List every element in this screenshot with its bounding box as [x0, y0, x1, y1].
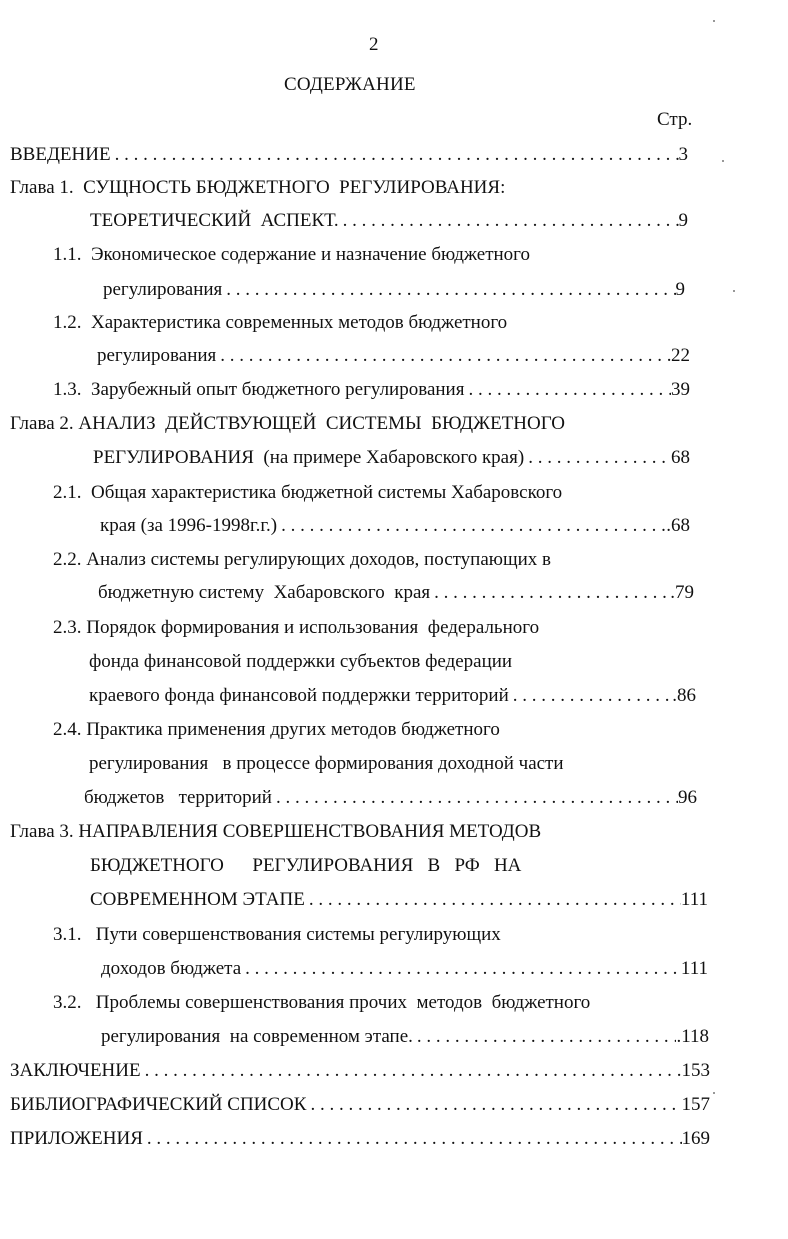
toc-page-number: .153: [676, 1060, 710, 1081]
leader-dots: [222, 277, 675, 303]
toc-page-number: 157: [681, 1094, 710, 1115]
toc-entry-title: 1.3. Зарубежный опыт бюджетного регулирования: [53, 379, 465, 400]
leader-dots: [141, 1058, 677, 1084]
toc-page-number: 39: [671, 379, 690, 400]
scan-speck: [722, 160, 724, 162]
toc-entry-title: ВВЕДЕНИЕ: [10, 144, 111, 165]
toc-entry-title: ЗАКЛЮЧЕНИЕ: [10, 1060, 141, 1081]
toc-page-number: .118: [676, 1026, 709, 1047]
toc-section-2-4-line2: регулирования в процессе формирования доходной части: [89, 753, 564, 774]
toc-page-number: 9: [675, 279, 685, 300]
toc-section-2-3-line2: фонда финансовой поддержки субъектов федерации: [89, 651, 513, 672]
toc-chapter-2: [93, 445, 690, 471]
toc-entry-title: ПРИЛОЖЕНИЯ: [10, 1128, 143, 1149]
toc-entry-appendices: [10, 1126, 710, 1152]
toc-page-number: .68: [666, 515, 690, 536]
toc-section-2-1-line1: 2.1. Общая характеристика бюджетной системы Хабаровского: [53, 482, 563, 503]
toc-entry-title: СОВРЕМЕННОМ ЭТАПЕ: [90, 889, 305, 910]
toc-page-number: 9: [678, 210, 688, 231]
leader-dots: [305, 887, 681, 913]
toc-entry-title: бюджетов территорий: [84, 787, 272, 808]
leader-dots: [277, 513, 666, 539]
toc-section-3-2-line1: 3.2. Проблемы совершенствования прочих методов бюджетного: [53, 992, 591, 1013]
toc-chapter-1-line1: Глава 1. СУЩНОСТЬ БЮДЖЕТНОГО РЕГУЛИРОВАНИЯ:: [10, 177, 506, 198]
scan-speck: [713, 1092, 715, 1094]
toc-section-2-2: [98, 580, 694, 606]
toc-section-1-1: [103, 277, 685, 303]
leader-dots: [339, 208, 679, 234]
toc-page-number: 96: [678, 787, 697, 808]
toc-section-3-1-line1: 3.1. Пути совершенствования системы регулирующих: [53, 924, 501, 945]
scan-speck: [713, 20, 715, 22]
toc-page-number: 3: [678, 144, 688, 165]
leader-dots: [509, 683, 673, 709]
toc-page-number: 111: [680, 889, 708, 910]
leader-dots: [306, 1092, 681, 1118]
leader-dots: [464, 377, 671, 403]
toc-page-number: 68: [671, 447, 690, 468]
toc-entry-bibliography: [10, 1092, 710, 1118]
toc-section-2-4: [84, 785, 697, 811]
page-number: 2: [369, 34, 379, 55]
toc-section-2-3: [89, 683, 696, 709]
toc-entry-title: краевого фонда финансовой поддержки территорий: [89, 685, 509, 706]
toc-chapter-1: [90, 208, 688, 234]
toc-page-number: .79: [670, 582, 694, 603]
scan-speck: [733, 290, 735, 292]
toc-section-1-1-line1: 1.1. Экономическое содержание и назначение бюджетного: [53, 244, 530, 265]
toc-entry-title: регулирования на современном этапе.: [101, 1026, 413, 1047]
leader-dots: [430, 580, 670, 606]
toc-section-2-3-line1: 2.3. Порядок формирования и использования федерального: [53, 617, 540, 638]
leader-dots: [272, 785, 678, 811]
toc-section-3-1: [101, 956, 708, 982]
toc-chapter-2-line1: Глава 2. АНАЛИЗ ДЕЙСТВУЮЩЕЙ СИСТЕМЫ БЮДЖЕТНОГО: [10, 413, 565, 434]
leader-dots: [111, 142, 679, 168]
toc-entry-title: БИБЛИОГРАФИЧЕСКИЙ СПИСОК: [10, 1094, 307, 1115]
toc-page-number: .86: [672, 685, 696, 706]
toc-entry-title: бюджетную систему Хабаровского края: [98, 582, 431, 603]
leader-dots: [143, 1126, 682, 1152]
toc-entry-title: ТЕОРЕТИЧЕСКИЙ АСПЕКТ.: [90, 210, 339, 231]
toc-page-number: 111: [680, 958, 708, 979]
page-column-label: Стр.: [657, 109, 693, 130]
toc-section-1-2-line1: 1.2. Характеристика современных методов бюджетного: [53, 312, 508, 333]
toc-chapter-3-line2: БЮДЖЕТНОГО РЕГУЛИРОВАНИЯ В РФ НА: [90, 855, 522, 876]
toc-section-1-3: [53, 377, 690, 403]
toc-entry-introduction: [10, 142, 688, 168]
toc-section-2-1: [100, 513, 690, 539]
toc-section-2-4-line1: 2.4. Практика применения других методов бюджетного: [53, 719, 500, 740]
leader-dots: [524, 445, 671, 471]
toc-page-number: 22: [671, 345, 690, 366]
leader-dots: [241, 956, 681, 982]
page-title: СОДЕРЖАНИЕ: [284, 74, 416, 95]
toc-chapter-3: [90, 887, 708, 913]
toc-entry-title: края (за 1996-1998г.г.): [100, 515, 278, 536]
toc-page-number: 169: [681, 1128, 710, 1149]
toc-entry-title: регулирования: [103, 279, 223, 300]
toc-entry-title: доходов бюджета: [101, 958, 242, 979]
toc-chapter-3-line1: Глава 3. НАПРАВЛЕНИЯ СОВЕРШЕНСТВОВАНИЯ МЕТОДОВ: [10, 821, 542, 842]
toc-section-3-2: [101, 1024, 709, 1050]
toc-entry-title: регулирования: [97, 345, 217, 366]
leader-dots: [413, 1024, 677, 1050]
leader-dots: [216, 343, 671, 369]
toc-entry-conclusion: [10, 1058, 710, 1084]
toc-section-1-2: [97, 343, 690, 369]
toc-entry-title: РЕГУЛИРОВАНИЯ (на примере Хабаровского края): [93, 447, 525, 468]
toc-section-2-2-line1: 2.2. Анализ системы регулирующих доходов, поступающих в: [53, 549, 551, 570]
